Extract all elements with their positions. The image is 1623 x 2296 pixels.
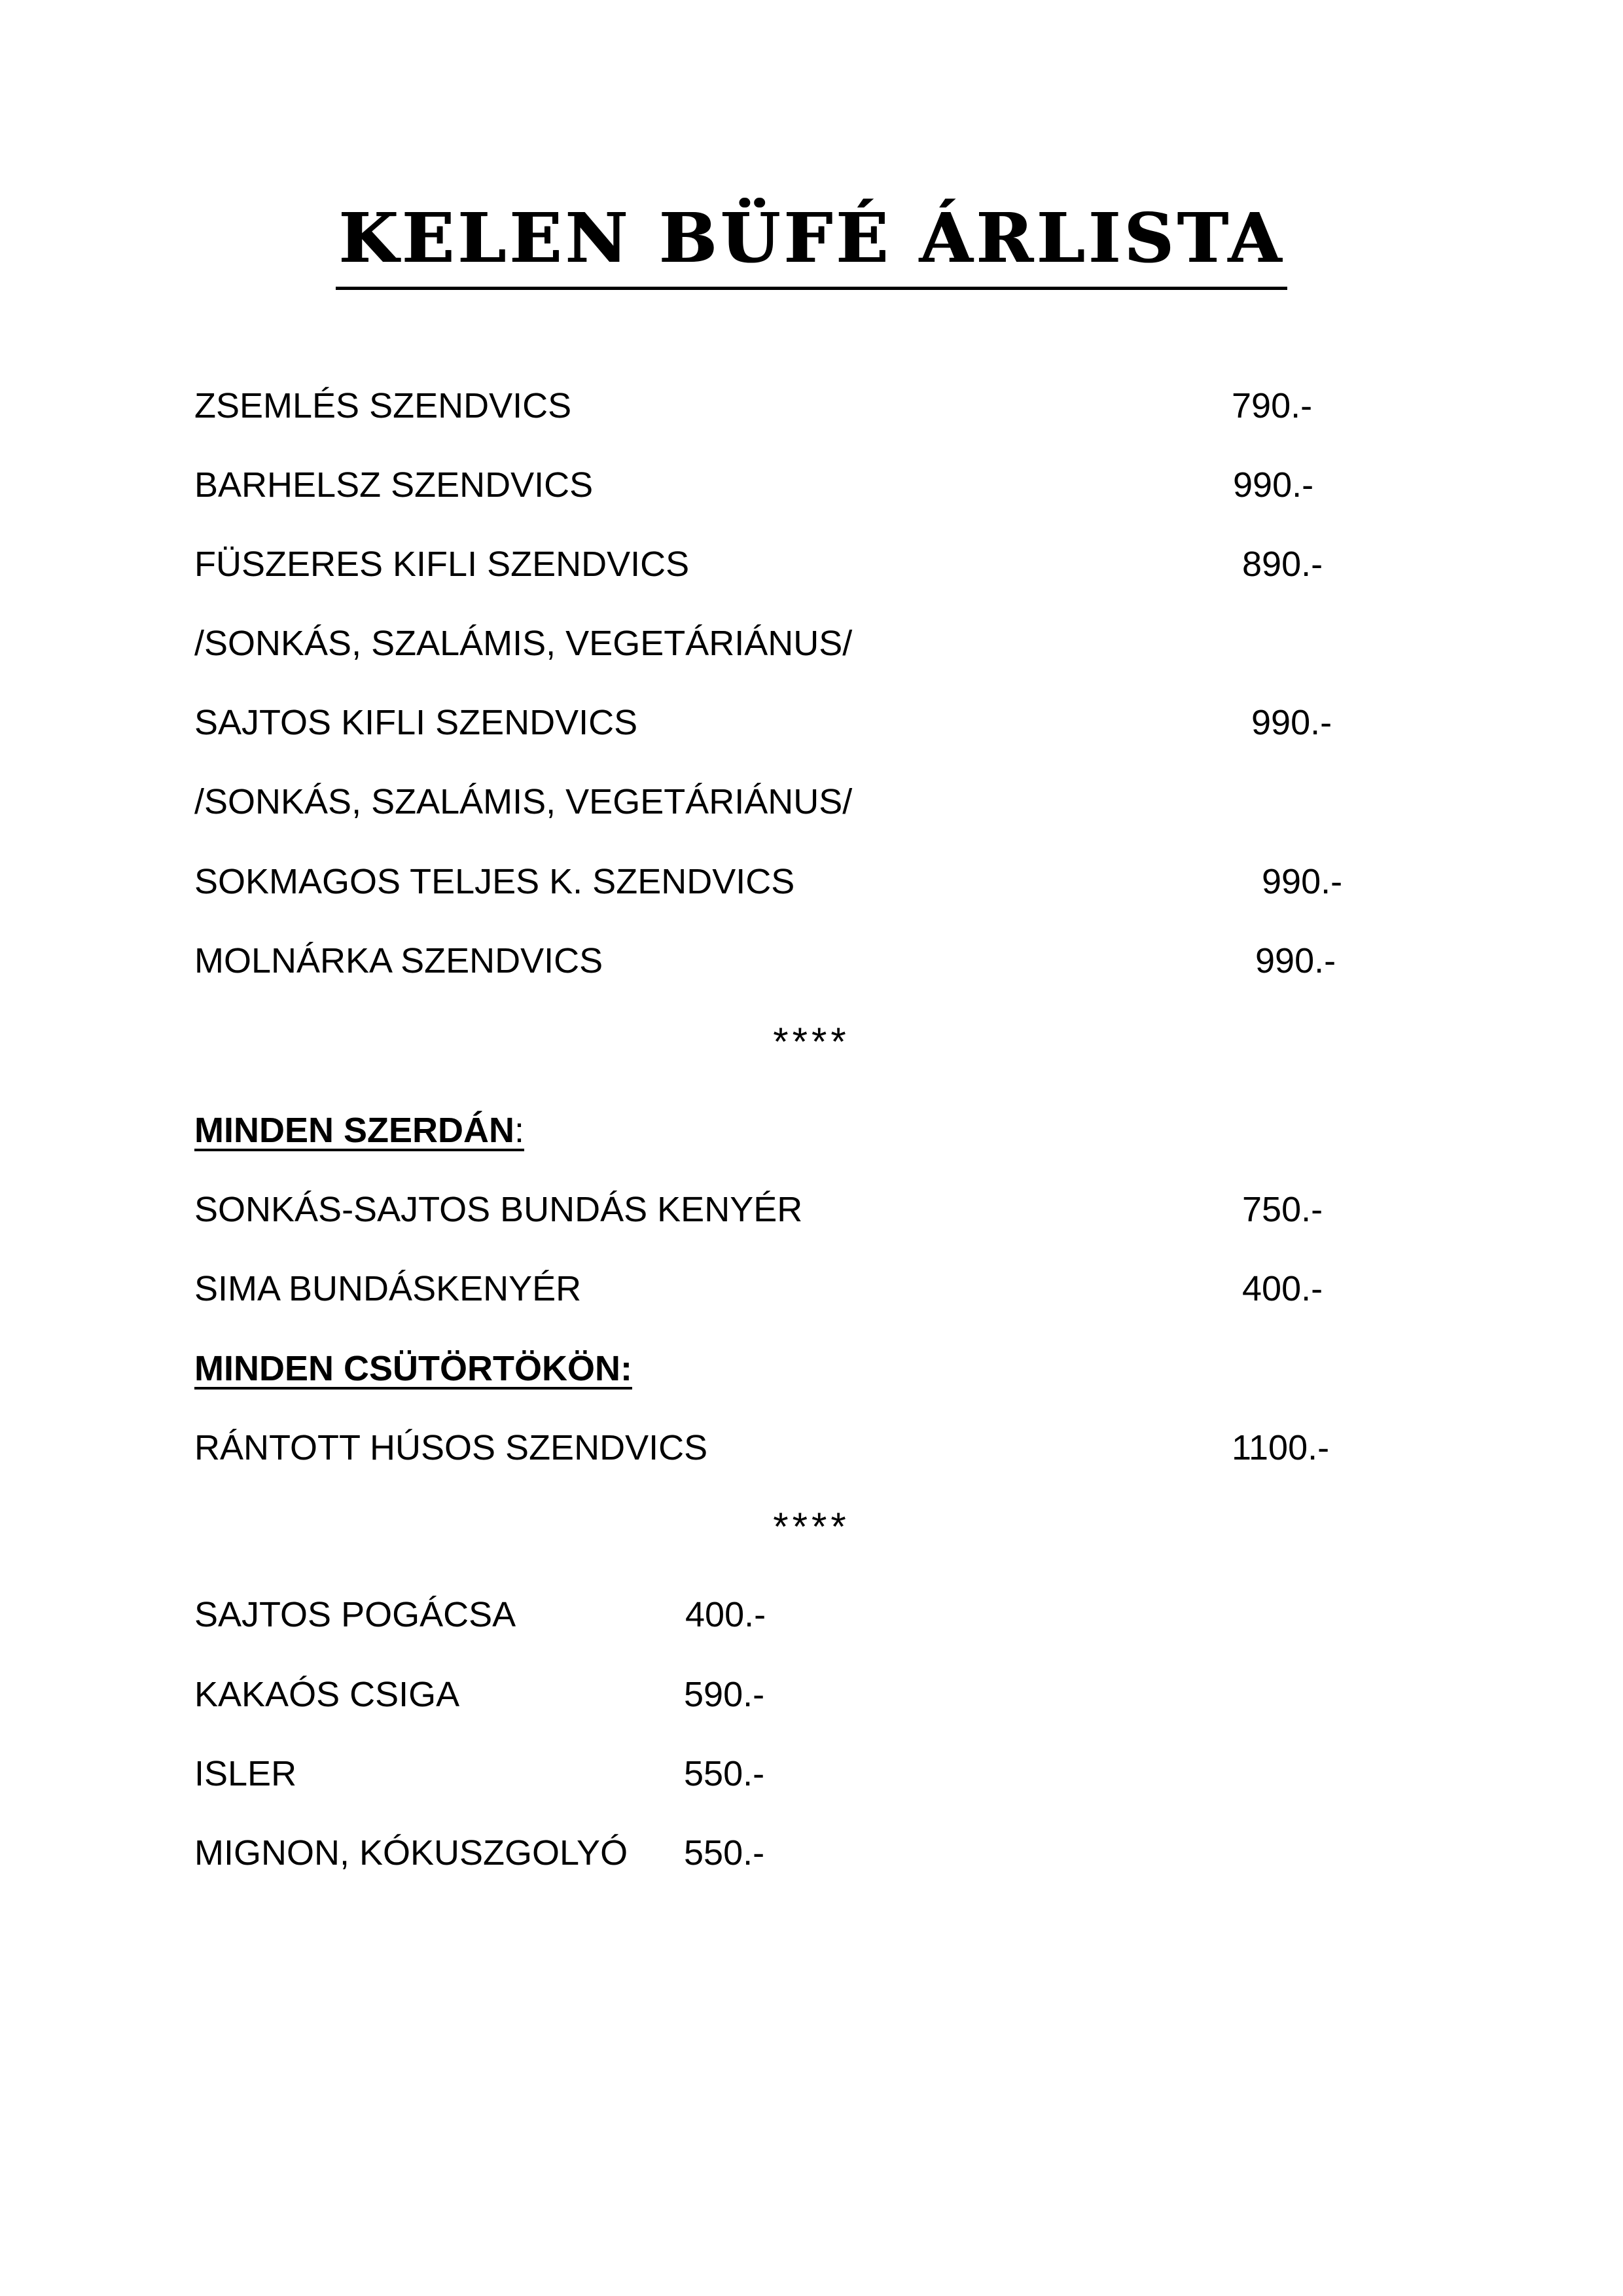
page-title [0,198,1623,290]
section-heading-wednesday [0,1104,1623,1157]
page-title-text: KELEN BÜFÉ ÁRLISTA [336,204,1287,290]
item-price: 400.- [685,1595,766,1634]
item-note: /SONKÁS, SZALÁMIS, VEGETÁRIÁNUS/ [194,624,853,663]
item-name: ISLER [194,1754,297,1793]
item-name: ZSEMLÉS SZENDVICS [194,386,572,425]
item-name: RÁNTOTT HÚSOS SZENDVICS [194,1428,708,1467]
section-heading-text: MINDEN SZERDÁN [194,1111,515,1150]
section-heading-colon: : [514,1111,525,1150]
menu-item [0,1588,1623,1641]
menu-item-note [0,776,1623,828]
menu-item-note [0,617,1623,670]
menu-item [0,1263,1623,1315]
item-price: 790.- [1232,386,1313,425]
item-name: SOKMAGOS TELJES K. SZENDVICS [194,862,795,901]
section-heading: MINDEN CSÜTÖRTÖKÖN: [194,1349,632,1388]
item-note: /SONKÁS, SZALÁMIS, VEGETÁRIÁNUS/ [194,782,853,821]
separator: **** [773,1505,850,1549]
item-price: 400.- [1242,1269,1323,1308]
item-name: BARHELSZ SZENDVICS [194,465,594,505]
item-name: MIGNON, KÓKUSZGOLYÓ [194,1833,628,1873]
item-price: 750.- [1242,1190,1323,1229]
item-price: 990.- [1262,862,1343,901]
item-price: 990.- [1251,703,1332,742]
item-price: 990.- [1255,941,1336,980]
item-price: 590.- [684,1675,765,1714]
item-price: 550.- [684,1833,765,1873]
menu-item [0,855,1623,908]
menu-item [0,935,1623,987]
menu-item [0,1827,1623,1879]
menu-item [0,1183,1623,1236]
menu-item [0,538,1623,590]
item-name: FÜSZERES KIFLI SZENDVICS [194,545,690,584]
menu-item [0,380,1623,432]
item-price: 890.- [1242,545,1323,584]
menu-item [0,1422,1623,1474]
section-heading [194,1104,524,1157]
item-price: 1100.- [1232,1428,1330,1467]
item-name: SAJTOS KIFLI SZENDVICS [194,703,638,742]
menu-item [0,1748,1623,1800]
item-name: SONKÁS-SAJTOS BUNDÁS KENYÉR [194,1190,803,1229]
menu-item [0,696,1623,749]
item-name: SIMA BUNDÁSKENYÉR [194,1269,582,1308]
item-name: KAKAÓS CSIGA [194,1675,460,1714]
menu-item [0,1668,1623,1721]
item-name: MOLNÁRKA SZENDVICS [194,941,603,980]
item-name: SAJTOS POGÁCSA [194,1595,516,1634]
menu-item [0,459,1623,511]
separator: **** [773,1020,850,1064]
section-heading-thursday [0,1342,1623,1395]
item-price: 550.- [684,1754,765,1793]
item-price: 990.- [1233,465,1314,505]
